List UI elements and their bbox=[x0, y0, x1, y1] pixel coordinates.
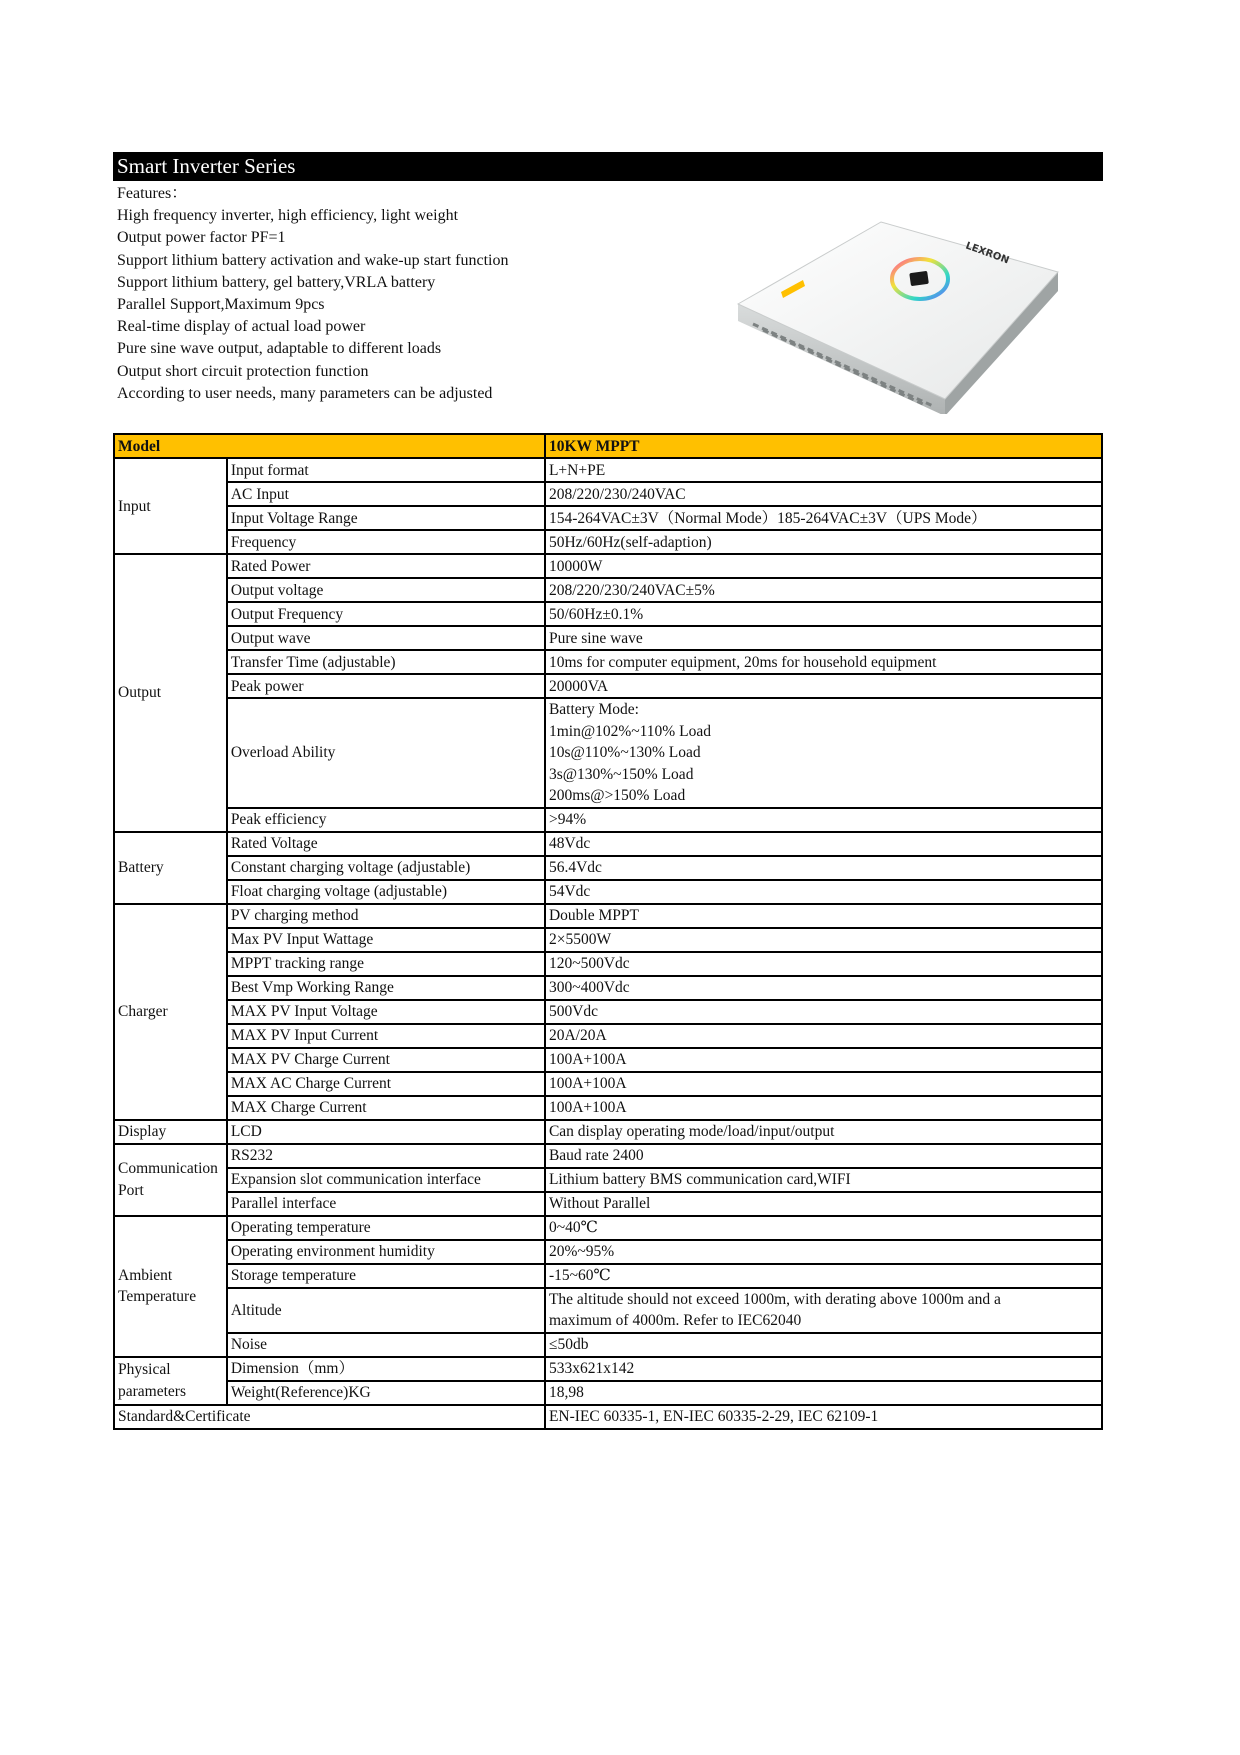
table-row bbox=[114, 928, 1102, 952]
spec-value: 100A+100A bbox=[545, 1096, 1102, 1120]
spec-label: MAX PV Input Current bbox=[227, 1024, 545, 1048]
spec-value: 48Vdc bbox=[545, 832, 1102, 856]
group-label-line: Temperature bbox=[118, 1288, 197, 1305]
spec-value: ≤50db bbox=[545, 1333, 1102, 1357]
spec-value: 100A+100A bbox=[545, 1072, 1102, 1096]
spec-label: LCD bbox=[227, 1120, 545, 1144]
table-row bbox=[114, 602, 1102, 626]
spec-label: Peak efficiency bbox=[227, 808, 545, 832]
spec-value: Lithium battery BMS communication card,WIFI bbox=[545, 1168, 1102, 1192]
spec-label: Operating temperature bbox=[227, 1216, 545, 1240]
spec-label: Standard&Certificate bbox=[114, 1405, 545, 1429]
spec-label: MPPT tracking range bbox=[227, 952, 545, 976]
table-row bbox=[114, 1048, 1102, 1072]
table-row bbox=[114, 1240, 1102, 1264]
table-row bbox=[114, 506, 1102, 530]
spec-value: 0~40℃ bbox=[545, 1216, 1102, 1240]
spec-label: MAX PV Charge Current bbox=[227, 1048, 545, 1072]
spec-label: Max PV Input Wattage bbox=[227, 928, 545, 952]
feature-item: Support lithium battery activation and wake-up start function bbox=[117, 251, 509, 269]
spec-label: Constant charging voltage (adjustable) bbox=[227, 856, 545, 880]
spec-label: Output Frequency bbox=[227, 602, 545, 626]
spec-label: Altitude bbox=[227, 1288, 545, 1333]
feature-item: According to user needs, many parameters can be adjusted bbox=[117, 384, 493, 402]
spec-value: 50/60Hz±0.1% bbox=[545, 602, 1102, 626]
table-row bbox=[114, 1216, 1102, 1240]
overload-line: 3s@130%~150% Load bbox=[548, 765, 694, 783]
group-label-line: Physical bbox=[118, 1361, 171, 1378]
group-label: Output bbox=[114, 554, 227, 832]
spec-value: 50Hz/60Hz(self-adaption) bbox=[545, 530, 1102, 554]
spec-label: Float charging voltage (adjustable) bbox=[227, 880, 545, 904]
table-row bbox=[114, 880, 1102, 904]
group-label: Input bbox=[114, 458, 227, 554]
table-row bbox=[114, 482, 1102, 506]
spec-label: Noise bbox=[227, 1333, 545, 1357]
overload-line: Battery Mode: bbox=[548, 701, 639, 718]
spec-value: 20%~95% bbox=[545, 1240, 1102, 1264]
spec-value: 500Vdc bbox=[545, 1000, 1102, 1024]
series-title: Smart Inverter Series bbox=[113, 152, 1103, 181]
spec-value: Without Parallel bbox=[545, 1192, 1102, 1216]
spec-label: Peak power bbox=[227, 674, 545, 698]
spec-value: 2×5500W bbox=[545, 928, 1102, 952]
table-row bbox=[114, 952, 1102, 976]
table-row bbox=[114, 1357, 1102, 1381]
spec-label: Storage temperature bbox=[227, 1264, 545, 1288]
group-label bbox=[114, 1357, 227, 1405]
spec-value: EN-IEC 60335-1, EN-IEC 60335-2-29, IEC 62109-1 bbox=[545, 1405, 1102, 1429]
spec-value: 10000W bbox=[545, 554, 1102, 578]
group-label: Charger bbox=[114, 904, 227, 1120]
feature-item: Real-time display of actual load power bbox=[117, 318, 366, 336]
table-row bbox=[114, 1000, 1102, 1024]
spec-label: PV charging method bbox=[227, 904, 545, 928]
group-label: Battery bbox=[114, 832, 227, 904]
table-row bbox=[114, 1405, 1102, 1429]
spec-label: Input Voltage Range bbox=[227, 506, 545, 530]
spec-label: Frequency bbox=[227, 530, 545, 554]
group-label-line: Communication bbox=[118, 1160, 218, 1177]
spec-value: 120~500Vdc bbox=[545, 952, 1102, 976]
table-row bbox=[114, 1072, 1102, 1096]
spec-value: 300~400Vdc bbox=[545, 976, 1102, 1000]
features-list bbox=[117, 183, 508, 405]
intro-section bbox=[113, 181, 1103, 431]
feature-item: Output short circuit protection function bbox=[117, 362, 369, 380]
spec-value: L+N+PE bbox=[545, 458, 1102, 482]
group-label-line: Ambient bbox=[118, 1266, 173, 1284]
table-row bbox=[114, 1120, 1102, 1144]
group-label bbox=[114, 1144, 227, 1216]
spec-label: RS232 bbox=[227, 1144, 545, 1168]
model-row bbox=[114, 434, 1102, 458]
table-row bbox=[114, 1264, 1102, 1288]
spec-label: Overload Ability bbox=[227, 698, 545, 808]
overload-line: 10s@110%~130% Load bbox=[548, 744, 701, 761]
spec-label: AC Input bbox=[227, 482, 545, 506]
spec-label: Best Vmp Working Range bbox=[227, 976, 545, 1000]
spec-value: >94% bbox=[545, 808, 1102, 832]
spec-value: 208/220/230/240VAC bbox=[545, 482, 1102, 506]
table-row bbox=[114, 1168, 1102, 1192]
table-row bbox=[114, 1192, 1102, 1216]
spec-label: Expansion slot communication interface bbox=[227, 1168, 545, 1192]
spec-label: Output wave bbox=[227, 626, 545, 650]
table-row bbox=[114, 808, 1102, 832]
spec-value: 18,98 bbox=[545, 1381, 1102, 1405]
spec-value: 208/220/230/240VAC±5% bbox=[545, 578, 1102, 602]
spec-sheet bbox=[113, 152, 1103, 1430]
altitude-line: The altitude should not exceed 1000m, with derating above 1000m and a bbox=[548, 1290, 1001, 1308]
spec-value: 54Vdc bbox=[545, 880, 1102, 904]
group-label-line: Port bbox=[118, 1181, 144, 1199]
table-row bbox=[114, 1096, 1102, 1120]
feature-item: Output power factor PF=1 bbox=[117, 229, 286, 247]
spec-value: 533x621x142 bbox=[545, 1357, 1102, 1381]
feature-item: Support lithium battery, gel battery,VRLA battery bbox=[117, 273, 436, 291]
table-row bbox=[114, 1288, 1102, 1333]
spec-table bbox=[113, 433, 1103, 1430]
spec-label: Input format bbox=[227, 458, 545, 482]
altitude-line: maximum of 4000m. Refer to IEC62040 bbox=[548, 1312, 802, 1329]
features-heading: Features： bbox=[117, 185, 188, 202]
table-row bbox=[114, 1381, 1102, 1405]
overload-line: 200ms@>150% Load bbox=[548, 787, 686, 804]
table-row bbox=[114, 554, 1102, 578]
spec-value: Baud rate 2400 bbox=[545, 1144, 1102, 1168]
table-row bbox=[114, 976, 1102, 1000]
overload-values bbox=[545, 698, 1102, 808]
table-row bbox=[114, 856, 1102, 880]
spec-label: Output voltage bbox=[227, 578, 545, 602]
spec-value: -15~60℃ bbox=[545, 1264, 1102, 1288]
spec-value: 20A/20A bbox=[545, 1024, 1102, 1048]
spec-label: MAX Charge Current bbox=[227, 1096, 545, 1120]
group-label: Display bbox=[114, 1120, 227, 1144]
table-row bbox=[114, 674, 1102, 698]
svg-text:LEXRON: LEXRON bbox=[963, 240, 1011, 267]
spec-value: 100A+100A bbox=[545, 1048, 1102, 1072]
table-row bbox=[114, 698, 1102, 808]
spec-label: Transfer Time (adjustable) bbox=[227, 650, 545, 674]
feature-item: Parallel Support,Maximum 9pcs bbox=[117, 296, 325, 314]
table-row bbox=[114, 1024, 1102, 1048]
spec-label: Rated Power bbox=[227, 554, 545, 578]
table-row bbox=[114, 1144, 1102, 1168]
overload-line: 1min@102%~110% Load bbox=[548, 722, 711, 740]
group-label-line: parameters bbox=[118, 1382, 186, 1400]
spec-value: 56.4Vdc bbox=[545, 856, 1102, 880]
spec-value: Pure sine wave bbox=[545, 626, 1102, 650]
table-row bbox=[114, 650, 1102, 674]
table-row bbox=[114, 626, 1102, 650]
spec-label: Parallel interface bbox=[227, 1192, 545, 1216]
spec-value: Double MPPT bbox=[545, 904, 1102, 928]
spec-label: Weight(Reference)KG bbox=[227, 1381, 545, 1405]
inverter-product-image bbox=[733, 184, 1063, 414]
spec-label: Rated Voltage bbox=[227, 832, 545, 856]
table-row bbox=[114, 904, 1102, 928]
spec-value: Can display operating mode/load/input/output bbox=[545, 1120, 1102, 1144]
model-label: Model bbox=[114, 434, 545, 458]
feature-item: High frequency inverter, high efficiency, light weight bbox=[117, 207, 459, 225]
table-row bbox=[114, 1333, 1102, 1357]
model-value: 10KW MPPT bbox=[545, 434, 1102, 458]
table-row bbox=[114, 578, 1102, 602]
group-label bbox=[114, 1216, 227, 1357]
feature-item: Pure sine wave output, adaptable to different loads bbox=[117, 340, 442, 358]
table-row bbox=[114, 458, 1102, 482]
spec-value: 154-264VAC±3V（Normal Mode）185-264VAC±3V（UPS Mode） bbox=[545, 506, 1102, 530]
spec-value: 20000VA bbox=[545, 674, 1102, 698]
table-row bbox=[114, 832, 1102, 856]
spec-label: MAX AC Charge Current bbox=[227, 1072, 545, 1096]
table-row bbox=[114, 530, 1102, 554]
spec-label: Operating environment humidity bbox=[227, 1240, 545, 1264]
spec-label: MAX PV Input Voltage bbox=[227, 1000, 545, 1024]
spec-value: 10ms for computer equipment, 20ms for household equipment bbox=[545, 650, 1102, 674]
spec-value bbox=[545, 1288, 1102, 1333]
spec-label: Dimension（mm） bbox=[227, 1357, 545, 1381]
